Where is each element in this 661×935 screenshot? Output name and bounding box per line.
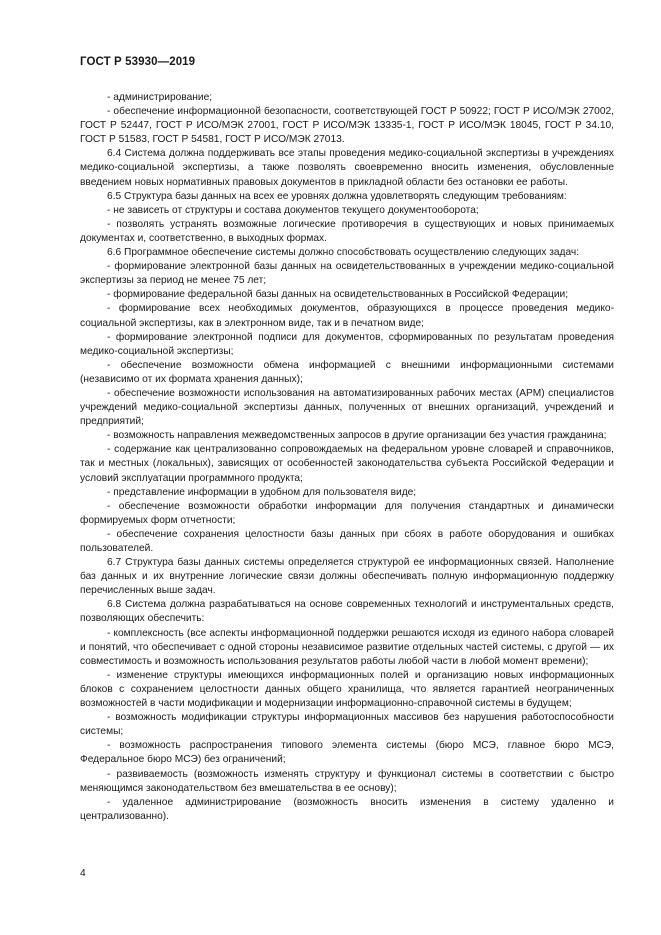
paragraph: - изменение структуры имеющихся информационных полей и организацию новых информационных блоков с сохранением целостности данных общего хранилища, что является гарантией неограниченных возможностей в части модификации и модернизации информационно-справочной системы в будущем;	[80, 669, 614, 710]
paragraph: - обеспечение возможности использования на автоматизированных рабочих местах (АРМ) специалистов учреждений медико-социальной экспертизы данных, полученных от внешних организаций, учреждений и предприятий;	[80, 387, 614, 428]
paragraph: - обеспечение информационной безопасности, соответствующей ГОСТ Р 50922; ГОСТ Р ИСО/МЭК 27002, ГОСТ Р 52447, ГОСТ Р ИСО/МЭК 27001, ГОСТ Р ИСО/МЭК 13335-1, ГОСТ Р ИСО/МЭК 18045, ГОСТ Р 34.10, ГОСТ Р 51583, ГОСТ Р 54581, ГОСТ Р ИСО/МЭК 27013.	[80, 106, 614, 146]
paragraph: - содержание как централизованно сопровождаемых на федеральном уровне словарей и справочников, так и местных (локальных), зависящих от особенностей законодательства субъекта Российской Федерации и условий эксплуатации программного продукта;	[80, 444, 614, 484]
paragraph: - представление информации в удобном для пользователя виде;	[107, 486, 417, 498]
paragraph: - возможность распространения типового элемента системы (бюро МСЭ, главное бюро МСЭ, Федеральное бюро МСЭ) без ограничений;	[80, 740, 614, 766]
paragraph: - обеспечение сохранения целостности базы данных при сбоях в работе оборудования и ошибках пользователей.	[80, 528, 614, 554]
document-body	[80, 91, 614, 824]
paragraph: - возможность направления межведомственных запросов в другие организации без участия гражданина;	[107, 430, 607, 442]
paragraph: - обеспечение возможности обработки информации для получения стандартных и динамически формируемых форм отчетности;	[80, 500, 614, 526]
paragraph: - комплексность (все аспекты информационной поддержки решаются исходя из единого набора словарей и понятий, что обеспечивает с одной стороны независимое развитие отдельных частей системы, с другой — их совместимость и возможность использования результатов работы любой части в любой момент времени);	[80, 627, 614, 667]
paragraph: - развиваемость (возможность изменять структуру и функционал системы в соответствии с быстро меняющимся законодательством без вмешательства в ее основу);	[80, 768, 614, 794]
paragraph: - обеспечение возможности обмена информацией с внешними информационными системами (независимо от их формата хранения данных);	[80, 359, 614, 385]
paragraph: - формирование федеральной базы данных на освидетельствованных в Российской Федерации;	[107, 289, 569, 301]
paragraph: 6.8 Система должна разрабатываться на основе современных технологий и инструментальных средств, позволяющих обеспечить:	[80, 599, 614, 625]
page-number: 4	[80, 868, 86, 879]
paragraph: - формирование всех необходимых документов, образующихся в процессе проведения медико-социальной экспертизы, как в электронном виде, так и в печатном виде;	[80, 303, 614, 329]
paragraph: - формирование электронной подписи для документов, сформированных по результатам проведения медико-социальной экспертизы;	[80, 331, 614, 357]
paragraph: 6.5 Структура базы данных на всех ее уровнях должна удовлетворять следующим требованиям:	[107, 190, 567, 202]
paragraph: 6.4 Система должна поддерживать все этапы проведения медико-социальной экспертизы в учреждениях медико-социальной экспертизы, а также позволять своевременно вносить изменения, обусловленные введением новых нормативных правовых документов в прикладной области без остановки ее работы.	[80, 148, 614, 188]
paragraph: - позволять устранять возможные логические противоречия в существующих и новых принимаемых документах и, соответственно, в выходных формах.	[80, 218, 614, 244]
paragraph: - возможность модификации структуры информационных массивов без нарушения работоспособности системы;	[80, 712, 614, 738]
paragraph: 6.7 Структура базы данных системы определяется структурой ее информационных связей. Наполнение баз данных и их внутренние логические связи должны обеспечивать полную информационную поддержку перечисленных выше задач.	[80, 557, 614, 597]
paragraph: 6.6 Программное обеспечение системы должно способствовать осуществлению следующих задач:	[107, 247, 580, 259]
paragraph: - администрирование;	[107, 92, 213, 103]
paragraph: - не зависеть от структуры и состава документов текущего документооборота;	[107, 204, 479, 216]
paragraph: - формирование электронной базы данных на освидетельствованных в учреждении медико-социальной экспертизы за период не менее 75 лет;	[80, 261, 614, 287]
document-header: ГОСТ Р 53930—2019	[80, 56, 196, 68]
paragraph: - удаленное администрирование (возможность вносить изменения в систему удаленно и централизованно).	[80, 796, 614, 822]
